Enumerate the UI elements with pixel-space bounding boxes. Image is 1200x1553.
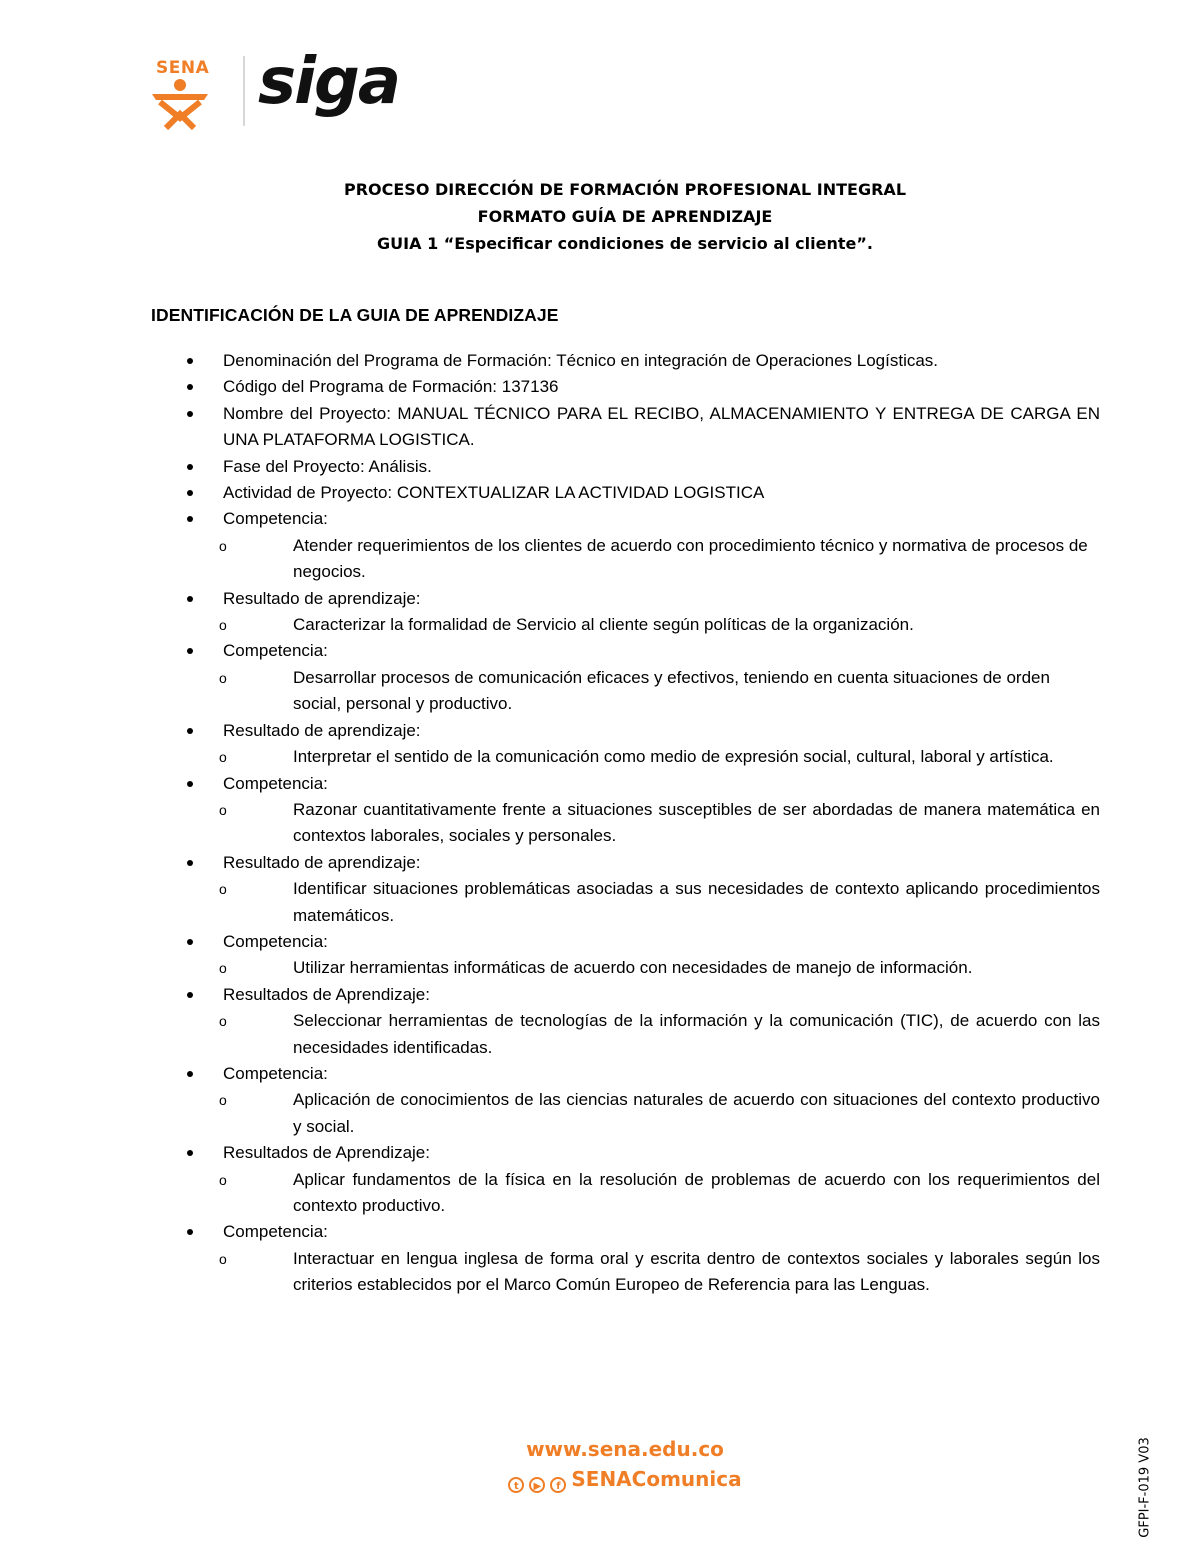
section-heading: IDENTIFICACIÓN DE LA GUIA DE APRENDIZAJE	[151, 305, 559, 325]
circle-bullet-icon: o	[219, 617, 227, 634]
twitter-icon[interactable]: t	[508, 1477, 524, 1493]
sub-item: o Atender requerimientos de los clientes de acuerdo con procedimiento técnico y normativa de procesos de negocios.	[255, 533, 1100, 586]
list-item: Competencia:	[223, 509, 328, 529]
circle-bullet-icon: o	[219, 537, 227, 554]
sub-item: o Desarrollar procesos de comunicación eficaces y efectivos, teniendo en cuenta situaciones de orden social, personal y productivo.	[255, 665, 1100, 718]
list-item: Competencia:	[223, 1222, 328, 1242]
sub-item: o Interpretar el sentido de la comunicación como medio de expresión social, cultural, laboral y artística.	[255, 744, 1100, 770]
identification-list	[185, 348, 1100, 1299]
sub-item: o Utilizar herramientas informáticas de acuerdo con necesidades de manejo de información.	[255, 955, 1100, 981]
sub-item: o Aplicar fundamentos de la física en la resolución de problemas de acuerdo con los requerimientos del contexto productivo.	[255, 1167, 1100, 1220]
form-code: GFPI-F-019 V03	[1137, 1437, 1153, 1538]
circle-bullet-icon: o	[219, 801, 227, 818]
title-process: PROCESO DIRECCIÓN DE FORMACIÓN PROFESIONAL INTEGRAL	[343, 180, 907, 199]
sub-item: o Seleccionar herramientas de tecnologías de la información y la comunicación (TIC), de acuerdo con las necesidades identificadas.	[255, 1008, 1100, 1061]
siga-logo: siga	[258, 45, 400, 119]
list-item: Resultado de aprendizaje:	[223, 588, 421, 608]
sub-item: o Razonar cuantitativamente frente a situaciones susceptibles de ser abordadas de manera matemática en contextos laborales, sociales y personales.	[255, 797, 1100, 850]
circle-bullet-icon: o	[219, 749, 227, 766]
sena-figure-icon	[150, 78, 230, 130]
list-item: Resultado de aprendizaje:	[223, 852, 421, 872]
list-item: Competencia:	[223, 641, 328, 661]
sena-logo-text: SENA	[156, 58, 210, 78]
footer-social	[0, 1467, 1200, 1493]
list-item: Código del Programa de Formación: 137136	[223, 377, 559, 397]
circle-bullet-icon: o	[219, 1171, 227, 1188]
circle-bullet-icon: o	[219, 881, 227, 898]
social-handle[interactable]: SENAComunica	[571, 1467, 742, 1491]
sub-item: o Identificar situaciones problemáticas asociadas a sus necesidades de contexto aplicando procedimientos matemáticos.	[255, 876, 1100, 929]
circle-bullet-icon: o	[219, 1013, 227, 1030]
list-item: Competencia:	[223, 931, 328, 951]
circle-bullet-icon: o	[219, 669, 227, 686]
sub-item: o Caracterizar la formalidad de Servicio al cliente según políticas de la organización.	[255, 612, 1100, 638]
list-item: Resultado de aprendizaje:	[223, 720, 421, 740]
logo-divider	[243, 56, 245, 126]
list-item: Competencia:	[223, 773, 328, 793]
sub-item: o Aplicación de conocimientos de las ciencias naturales de acuerdo con situaciones del contexto productivo y social.	[255, 1087, 1100, 1140]
list-item: Fase del Proyecto: Análisis.	[223, 456, 432, 476]
facebook-icon[interactable]: f	[550, 1477, 566, 1493]
list-item: Resultados de Aprendizaje:	[223, 1143, 430, 1163]
circle-bullet-icon: o	[219, 960, 227, 977]
list-item: Denominación del Programa de Formación: Técnico en integración de Operaciones Logísticas.	[223, 351, 939, 370]
sub-item: o Interactuar en lengua inglesa de forma oral y escrita dentro de contextos sociales y laborales según los criterios establecidos por el Marco Común Europeo de Referencia para las Lenguas.	[255, 1246, 1100, 1299]
sena-logo	[150, 58, 228, 130]
circle-bullet-icon: o	[219, 1250, 227, 1267]
title-guide: GUIA 1 “Especificar condiciones de servicio al cliente”.	[377, 234, 873, 253]
youtube-icon[interactable]: ▶	[529, 1477, 545, 1493]
list-item: Competencia:	[223, 1063, 328, 1083]
document-titles	[0, 176, 1200, 257]
title-format: FORMATO GUÍA DE APRENDIZAJE	[477, 207, 773, 226]
list-item: Nombre del Proyecto: MANUAL TÉCNICO PARA EL RECIBO, ALMACENAMIENTO Y ENTREGA DE CARGA EN UNA PLATAFORMA LOGISTICA.	[223, 403, 1100, 450]
list-item: Resultados de Aprendizaje:	[223, 984, 430, 1004]
circle-bullet-icon: o	[219, 1092, 227, 1109]
footer-website-link[interactable]: www.sena.edu.co	[526, 1437, 724, 1461]
list-item: Actividad de Proyecto: CONTEXTUALIZAR LA ACTIVIDAD LOGISTICA	[223, 483, 765, 503]
